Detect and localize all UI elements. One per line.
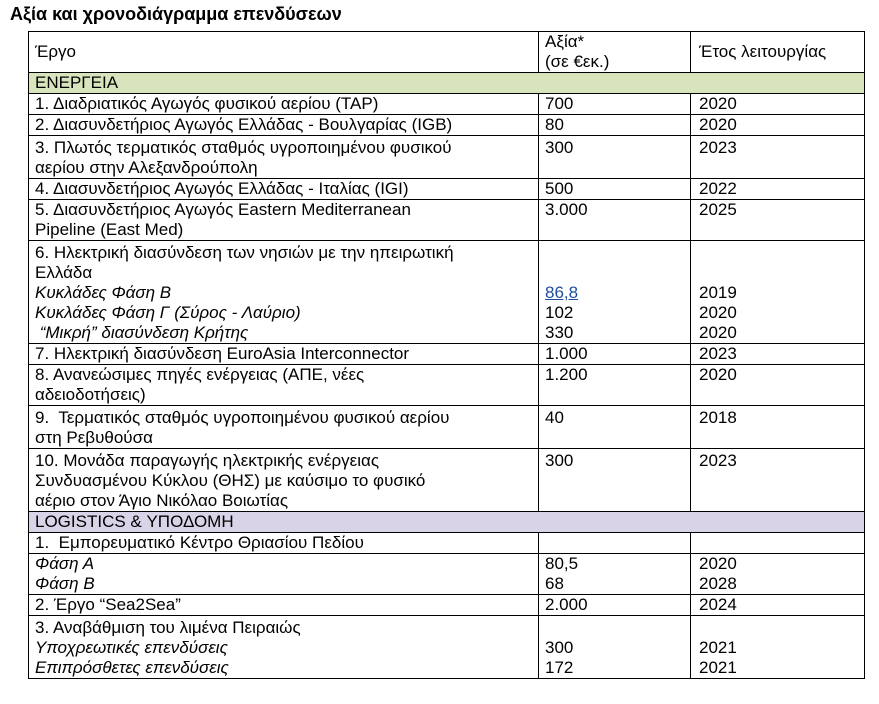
subproject-name: Υποχρεωτικές επενδύσεις: [35, 638, 228, 657]
header-value-line1: Αξία*: [545, 32, 585, 51]
subproject-value: 172: [545, 658, 574, 677]
project-year: 2024: [691, 595, 865, 616]
subproject-value: 330: [545, 323, 574, 342]
table-row: [29, 449, 865, 512]
subproject-name: Επιπρόσθετες επενδύσεις: [35, 658, 229, 677]
project-name: 4. Διασυνδετήριος Αγωγός Ελλάδας - Ιταλίας (IGI): [29, 179, 539, 200]
project-name: 2. Διασυνδετήριος Αγωγός Ελλάδας - Βουλγαρίας (IGB): [29, 115, 539, 136]
project-name-line: 6. Ηλεκτρική διασύνδεση των νησιών με την ηπειρωτική: [35, 243, 454, 262]
table-header-row: [29, 32, 865, 73]
table-row: [29, 406, 865, 449]
section-row-energy: [29, 73, 865, 94]
project-value: 80: [539, 115, 691, 136]
project-name: [29, 554, 539, 595]
project-value: 3.000: [539, 200, 691, 241]
project-value: 40: [545, 408, 564, 427]
table-row: [29, 136, 865, 179]
subproject-value: 300: [545, 638, 574, 657]
table-row: [29, 241, 865, 344]
section-title-energy: ΕΝΕΡΓΕΙΑ: [29, 73, 865, 94]
project-name: [29, 616, 539, 679]
subproject-name: Κυκλάδες Φάση Β: [35, 283, 172, 302]
table-row: [29, 595, 865, 616]
project-value: 500: [539, 179, 691, 200]
subproject-year: 2020: [699, 554, 737, 573]
project-name: [29, 200, 539, 241]
project-year: 2023: [699, 138, 737, 157]
project-name-line: 9. Τερματικός σταθμός υγροποιημένου φυσικού αερίου: [35, 408, 450, 427]
project-year: 2022: [691, 179, 865, 200]
table-row: [29, 344, 865, 365]
subproject-year: 2020: [699, 303, 737, 322]
page-title: Αξία και χρονοδιάγραμμα επενδύσεων: [10, 4, 342, 24]
project-value: 2.000: [539, 595, 691, 616]
subproject-year: 2021: [699, 658, 737, 677]
project-year: 2023: [699, 451, 737, 470]
project-value: 300: [545, 138, 574, 157]
project-year: 2020: [691, 365, 865, 406]
table-row: [29, 94, 865, 115]
subproject-value-link[interactable]: 86,8: [545, 283, 579, 302]
project-year: 2018: [699, 408, 737, 427]
header-project: Έργο: [29, 32, 539, 73]
project-value: 1.200: [539, 365, 691, 406]
project-name: [29, 136, 539, 179]
table-row: [29, 365, 865, 406]
project-name-line: 5. Διασυνδετήριος Αγωγός Eastern Mediterranean: [35, 200, 411, 219]
table-row: [29, 200, 865, 241]
project-value: 300: [545, 451, 574, 470]
table-row: [29, 533, 865, 554]
project-year: 2023: [691, 344, 865, 365]
project-name: 1. Διαδριατικός Αγωγός φυσικού αερίου (TAP): [29, 94, 539, 115]
investments-table: [28, 31, 865, 679]
subproject-name: Κυκλάδες Φάση Γ (Σύρος - Λαύριο): [35, 303, 301, 322]
project-name-line: 8. Ανανεώσιμες πηγές ενέργειας (ΑΠΕ, νέες: [35, 365, 365, 384]
project-value: 700: [539, 94, 691, 115]
subproject-value: 68: [545, 574, 564, 593]
section-title-logistics: LOGISTICS & ΥΠΟΔΟΜΗ: [29, 512, 865, 533]
section-row-logistics: [29, 512, 865, 533]
project-name: 2. Έργο “Sea2Sea”: [29, 595, 539, 616]
project-name-line: Ελλάδα: [35, 263, 93, 282]
project-year: 2025: [691, 200, 865, 241]
table-row: [29, 179, 865, 200]
project-year: 2020: [691, 115, 865, 136]
project-name: [29, 241, 539, 344]
project-name-line: Συνδυασμένου Κύκλου (ΘΗΣ) με καύσιμο το φυσικό: [35, 471, 426, 490]
table-row: [29, 115, 865, 136]
subproject-name: Φάση Β: [35, 574, 95, 593]
header-value-line2: (σε €εκ.): [545, 52, 610, 71]
subproject-year: 2020: [699, 323, 737, 342]
subproject-name: Φάση Α: [35, 554, 95, 573]
subproject-value: 80,5: [545, 554, 579, 573]
project-name: 1. Εμπορευματικό Κέντρο Θριασίου Πεδίου: [29, 533, 539, 554]
project-name-line: 3. Πλωτός τερματικός σταθμός υγροποιημένου φυσικού: [35, 138, 452, 157]
project-name: [29, 406, 539, 449]
header-value: [539, 32, 691, 73]
project-name-line: 10. Μονάδα παραγωγής ηλεκτρικής ενέργειας: [35, 451, 380, 470]
table-row: [29, 616, 865, 679]
subproject-year: 2028: [699, 574, 737, 593]
project-name-line: 3. Αναβάθμιση του λιμένα Πειραιώς: [35, 618, 301, 637]
subproject-year: 2019: [699, 283, 737, 302]
header-year: Έτος λειτουργίας: [691, 32, 865, 73]
project-value: 1.000: [539, 344, 691, 365]
project-name-line: αδειοδοτήσεις): [35, 385, 146, 404]
subproject-value: 102: [545, 303, 574, 322]
project-name-line: αερίου στην Αλεξανδρούπολη: [35, 158, 258, 177]
project-year: 2020: [691, 94, 865, 115]
table-row: [29, 554, 865, 595]
project-name-line: αέριο στον Άγιο Νικόλαο Βοιωτίας: [35, 491, 289, 510]
subproject-name: “Μικρή” διασύνδεση Κρήτης: [35, 323, 249, 342]
project-name-line: στη Ρεβυθούσα: [35, 428, 153, 447]
project-name-line: Pipeline (East Med): [35, 220, 184, 239]
project-name: [29, 365, 539, 406]
project-name: 7. Ηλεκτρική διασύνδεση EuroAsia Interconnector: [29, 344, 539, 365]
subproject-year: 2021: [699, 638, 737, 657]
project-name: [29, 449, 539, 512]
